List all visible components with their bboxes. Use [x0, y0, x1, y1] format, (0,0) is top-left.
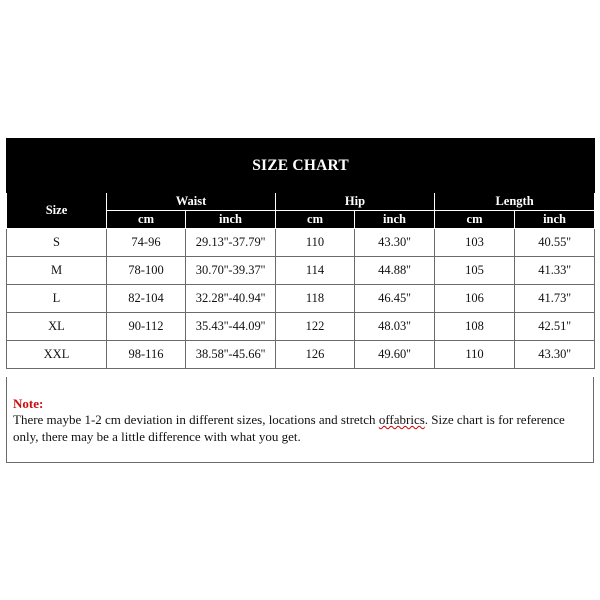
hip-cm-cell: 110: [276, 229, 355, 257]
waist-inch-cell: 30.70''-39.37'': [186, 257, 276, 285]
waist-inch-cell: 38.58''-45.66'': [186, 341, 276, 369]
hip-inch-cell: 49.60'': [355, 341, 435, 369]
size-cell: XL: [7, 313, 107, 341]
chart-title: SIZE CHART: [7, 139, 595, 193]
note-box: [6, 377, 594, 463]
size-cell: XXL: [7, 341, 107, 369]
hip-cm-cell: 126: [276, 341, 355, 369]
note-text-start: There maybe 1-2 cm deviation in different sizes, locations and stretch: [13, 412, 379, 427]
size-header: Size: [7, 193, 107, 229]
waist-cm-cell: 74-96: [107, 229, 186, 257]
length-inch-cell: 43.30'': [515, 341, 595, 369]
table-row: [7, 229, 595, 257]
length-inch-cell: 41.33'': [515, 257, 595, 285]
hip-cm-header: cm: [276, 211, 355, 229]
length-header: Length: [435, 193, 595, 211]
note-label: Note:: [13, 396, 44, 411]
waist-header: Waist: [107, 193, 276, 211]
length-cm-cell: 110: [435, 341, 515, 369]
hip-header: Hip: [276, 193, 435, 211]
length-cm-cell: 103: [435, 229, 515, 257]
waist-cm-cell: 78-100: [107, 257, 186, 285]
hip-cm-cell: 118: [276, 285, 355, 313]
hip-inch-header: inch: [355, 211, 435, 229]
length-inch-header: inch: [515, 211, 595, 229]
length-inch-cell: 40.55'': [515, 229, 595, 257]
waist-cm-cell: 82-104: [107, 285, 186, 313]
length-cm-cell: 108: [435, 313, 515, 341]
note-text-underlined: offabrics: [378, 412, 425, 427]
length-cm-cell: 106: [435, 285, 515, 313]
length-cm-header: cm: [435, 211, 515, 229]
hip-inch-cell: 44.88'': [355, 257, 435, 285]
table-row: [7, 341, 595, 369]
waist-inch-cell: 35.43''-44.09'': [186, 313, 276, 341]
size-cell: M: [7, 257, 107, 285]
table-row: [7, 257, 595, 285]
note-text: [13, 411, 588, 445]
hip-inch-cell: 48.03'': [355, 313, 435, 341]
hip-inch-cell: 46.45'': [355, 285, 435, 313]
length-inch-cell: 42.51'': [515, 313, 595, 341]
length-inch-cell: 41.73'': [515, 285, 595, 313]
note-text-end: . Size chart is for reference only, there may be a little difference with what you get.: [13, 412, 565, 444]
waist-cm-cell: 98-116: [107, 341, 186, 369]
length-cm-cell: 105: [435, 257, 515, 285]
waist-inch-cell: 32.28''-40.94'': [186, 285, 276, 313]
size-cell: S: [7, 229, 107, 257]
hip-cm-cell: 114: [276, 257, 355, 285]
waist-cm-header: cm: [107, 211, 186, 229]
hip-cm-cell: 122: [276, 313, 355, 341]
waist-cm-cell: 90-112: [107, 313, 186, 341]
waist-inch-cell: 29.13''-37.79'': [186, 229, 276, 257]
table-row: [7, 285, 595, 313]
size-chart-table: [6, 138, 595, 369]
hip-inch-cell: 43.30'': [355, 229, 435, 257]
table-row: [7, 313, 595, 341]
size-cell: L: [7, 285, 107, 313]
waist-inch-header: inch: [186, 211, 276, 229]
